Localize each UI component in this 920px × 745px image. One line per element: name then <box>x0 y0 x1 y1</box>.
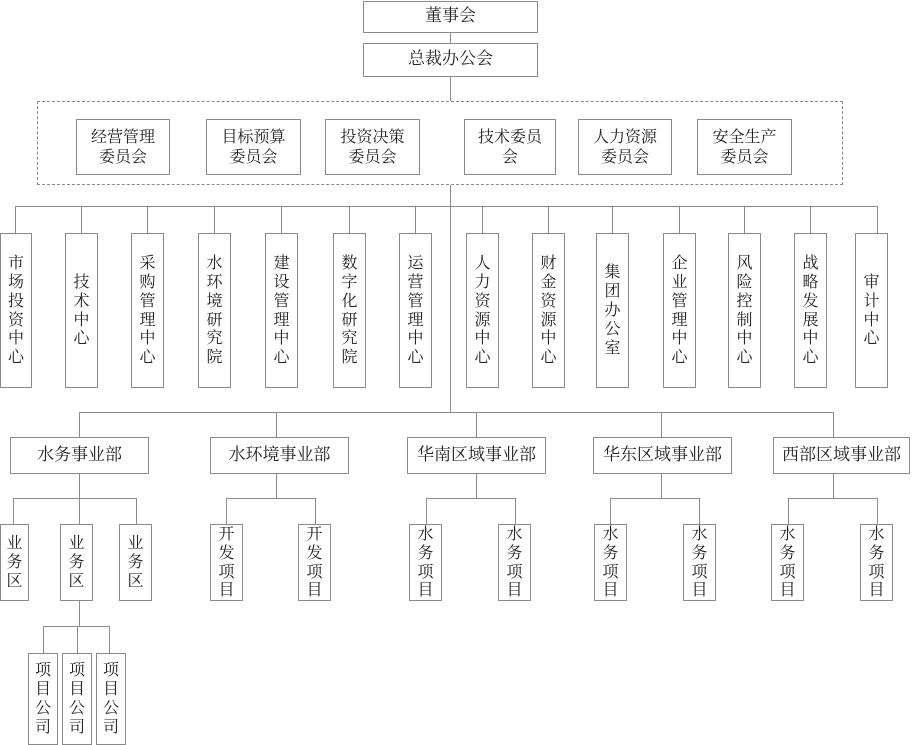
center-box <box>131 233 164 388</box>
center-label: 运营管理中心 <box>407 252 424 367</box>
center-label: 企业管理中心 <box>671 252 688 367</box>
connector <box>450 33 451 43</box>
subsidiary-label: 项目公司 <box>68 660 85 736</box>
center-label: 财金资源中心 <box>540 252 557 367</box>
water-project-label: 水务项目 <box>602 523 619 600</box>
water-project-label: 水务项目 <box>417 523 434 600</box>
connector <box>476 474 477 498</box>
water-project-label: 水务项目 <box>868 523 885 600</box>
center-label: 建设管理中心 <box>273 252 290 367</box>
center-box <box>663 233 696 388</box>
division-label: 华东区域事业部 <box>603 444 722 465</box>
connector <box>788 498 789 524</box>
center-label: 风险控制中心 <box>736 252 753 367</box>
committee-box <box>325 119 420 175</box>
connector <box>548 206 549 233</box>
subsidiary-box <box>96 653 126 745</box>
connector <box>15 206 878 207</box>
center-box <box>0 233 32 388</box>
center-box <box>399 233 432 388</box>
connector <box>610 498 611 524</box>
connector <box>147 206 148 233</box>
center-box <box>794 233 827 388</box>
center-box <box>265 233 298 388</box>
connector <box>79 601 80 626</box>
connector <box>136 498 137 524</box>
business-area-label: 业务区 <box>6 533 23 590</box>
connector <box>77 626 78 653</box>
dev-project-box <box>210 524 243 601</box>
business-area-label: 业务区 <box>127 533 144 590</box>
board-box <box>363 1 538 33</box>
center-box <box>198 233 231 388</box>
water-project-label: 水务项目 <box>691 523 708 600</box>
committee-label: 人力资源委员会 <box>592 127 657 166</box>
connector <box>426 498 516 499</box>
connector <box>276 412 277 437</box>
subsidiary-label: 项目公司 <box>34 660 51 736</box>
connector <box>13 498 14 524</box>
connector <box>610 498 700 499</box>
committee-box <box>76 119 170 175</box>
connector <box>515 498 516 524</box>
connector <box>81 206 82 233</box>
connector <box>13 498 137 499</box>
center-label: 水环境研究院 <box>206 252 223 367</box>
connector <box>79 498 80 524</box>
division-box <box>407 437 546 474</box>
center-box <box>65 233 98 388</box>
center-box <box>728 233 761 388</box>
connector <box>476 412 477 437</box>
connector <box>612 206 613 233</box>
division-box <box>10 437 149 474</box>
connector <box>426 498 427 524</box>
water-project-box <box>594 524 627 601</box>
center-label: 技术中心 <box>73 271 90 348</box>
division-box <box>773 437 910 474</box>
committee-box <box>206 119 301 175</box>
connector <box>281 206 282 233</box>
center-label: 审计中心 <box>863 271 880 348</box>
connector <box>788 498 878 499</box>
connector <box>450 185 451 412</box>
center-label: 战略发展中心 <box>802 252 819 367</box>
dev-project-label: 开发项目 <box>218 523 235 600</box>
connector <box>744 206 745 233</box>
connector <box>877 206 878 233</box>
division-box <box>210 437 349 474</box>
committee-label: 目标预算委员会 <box>221 127 286 166</box>
board-label: 董事会 <box>425 6 476 27</box>
connector <box>315 498 316 524</box>
center-label: 数字化研究院 <box>341 252 358 367</box>
water-project-box <box>860 524 893 601</box>
connector <box>43 626 44 653</box>
connector <box>699 498 700 524</box>
water-project-label: 水务项目 <box>779 523 796 600</box>
center-label: 集团办公室 <box>604 262 621 357</box>
division-label: 华南区域事业部 <box>417 444 536 465</box>
committee-label: 技术委员会 <box>477 127 542 166</box>
connector <box>450 77 451 101</box>
division-label: 水务事业部 <box>37 444 122 465</box>
connector <box>15 206 16 233</box>
business-area-box <box>119 524 152 601</box>
connector <box>661 474 662 498</box>
center-box <box>532 233 565 388</box>
committee-box <box>578 119 672 175</box>
committee-box <box>464 119 556 175</box>
business-area-box <box>0 524 29 601</box>
center-box <box>855 233 888 388</box>
water-project-box <box>498 524 531 601</box>
connector <box>276 474 277 498</box>
water-project-box <box>683 524 716 601</box>
business-area-box <box>60 524 93 601</box>
connector <box>214 206 215 233</box>
water-project-box <box>409 524 442 601</box>
center-label: 人力资源中心 <box>474 252 491 367</box>
connector <box>349 206 350 233</box>
connector <box>226 498 316 499</box>
connector <box>833 412 834 437</box>
center-box <box>333 233 366 388</box>
subsidiary-label: 项目公司 <box>102 660 119 736</box>
connector <box>810 206 811 233</box>
water-project-label: 水务项目 <box>506 523 523 600</box>
center-box <box>466 233 499 388</box>
center-label: 采购管理中心 <box>139 252 156 367</box>
dev-project-box <box>298 524 331 601</box>
connector <box>79 474 80 498</box>
center-box <box>596 233 629 388</box>
connector <box>679 206 680 233</box>
connector <box>79 412 834 413</box>
connector <box>482 206 483 233</box>
connector <box>415 206 416 233</box>
subsidiary-box <box>62 653 92 745</box>
committee-label: 经营管理委员会 <box>90 127 155 166</box>
connector <box>661 412 662 437</box>
exec-meeting-label: 总裁办公会 <box>408 49 493 70</box>
division-box <box>593 437 732 474</box>
center-label: 市场投资中心 <box>7 252 24 367</box>
connector <box>109 626 110 653</box>
connector <box>833 474 834 498</box>
business-area-label: 业务区 <box>68 533 85 590</box>
subsidiary-box <box>28 653 58 745</box>
division-label: 水环境事业部 <box>228 444 331 465</box>
connector <box>226 498 227 524</box>
connector <box>877 498 878 524</box>
exec-meeting-box <box>363 43 538 77</box>
committee-box <box>697 119 792 175</box>
committee-label: 安全生产委员会 <box>712 127 777 166</box>
division-label: 西部区域事业部 <box>782 444 901 465</box>
connector <box>79 412 80 437</box>
dev-project-label: 开发项目 <box>306 523 323 600</box>
committee-label: 投资决策委员会 <box>340 127 405 166</box>
water-project-box <box>771 524 804 601</box>
